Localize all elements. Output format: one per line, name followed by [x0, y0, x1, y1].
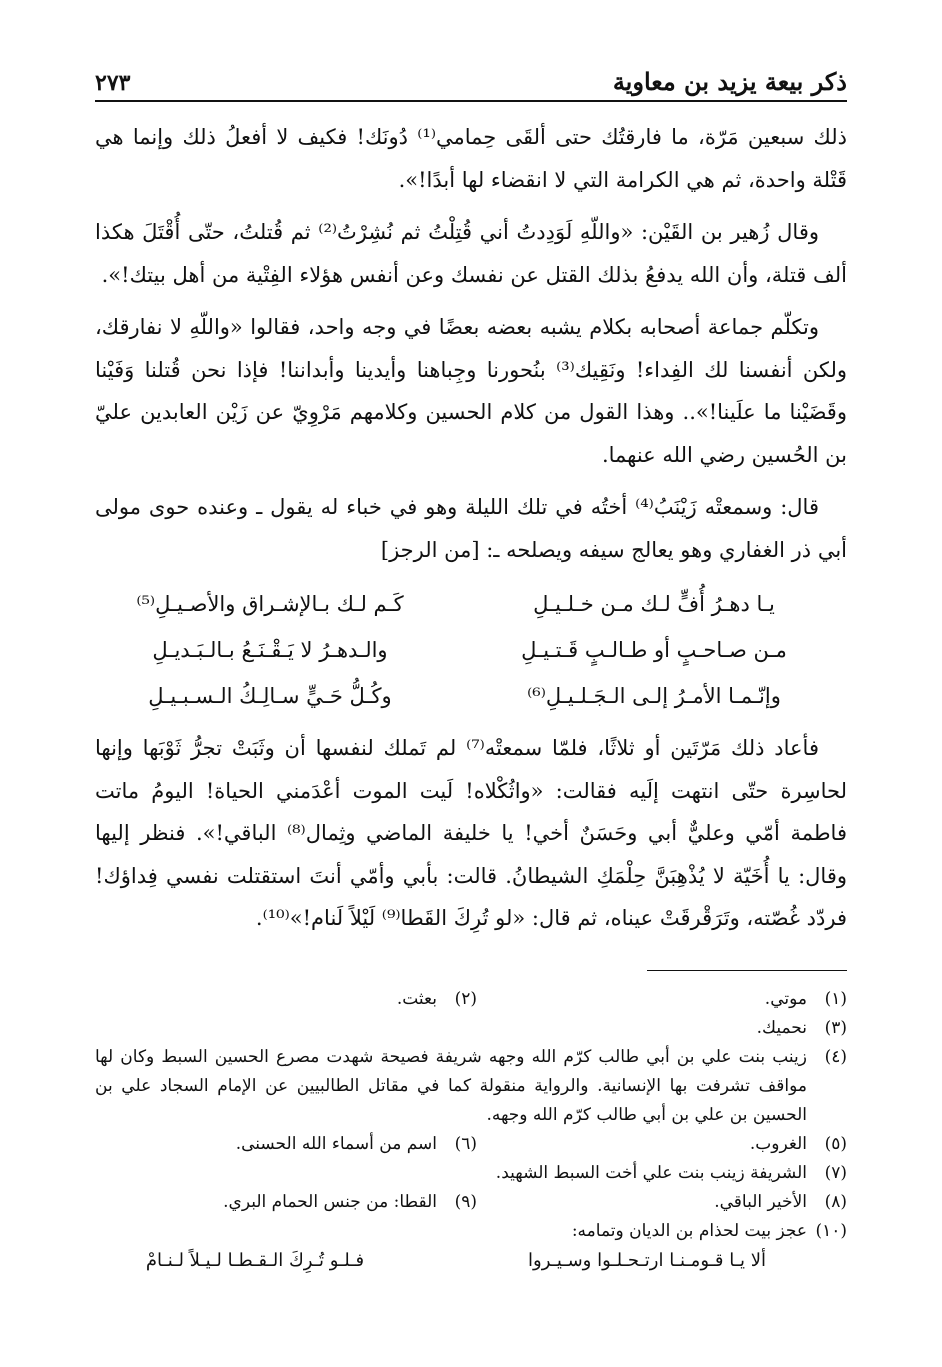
footnote-number: (٩) — [454, 1191, 477, 1212]
footnote-number: (١) — [824, 988, 847, 1009]
footnote-number: (٧) — [824, 1162, 847, 1183]
poem-hemistich-second: والـدهـرُ لا يَـقْـنَـعُ بـالـبَـديـلِ — [152, 638, 388, 662]
footnote-number: (٢) — [454, 988, 477, 1009]
footnote-verse-second: فـلـو تُـرِكَ الـقـطـا لـيـلاً لـنـامْ — [145, 1249, 365, 1271]
footnote-row — [95, 1188, 847, 1217]
poem-verse — [95, 581, 847, 627]
paragraph-2: وقال زُهير بن القَيْن: «واللّهِ لَوَدِدتُ أني قُتِلْتُ ثم نُشِرْتُ⁽²⁾ ثم قُتلتُ، حتّى أُقْتَلَ هكذا ألف قتلة، وأن الله يدفعُ بذلك القتل عن نفسك وعن أنفس هؤلاء الفِتْية من أهل بيتك!». — [95, 220, 847, 287]
footnote-text: الغروب. — [749, 1133, 807, 1154]
footnote — [95, 1014, 847, 1043]
paragraph-4: قال: وسمعتْه زَيْنَبُ⁽⁴⁾ أختُه في تلك الليلة وهو في خباء له يقول ـ وعنده حوى مولى أبي ذر الغفاري وهو يعالج سيفه ويصلحه ـ: [من الرجز] — [95, 495, 847, 562]
footnote-text: بعثت. — [396, 988, 437, 1009]
poem-hemistich-second: كَـم لـك بـالإشـراق والأصـيـلِ⁽⁵⁾ — [136, 592, 404, 616]
footnote-number: (٣) — [824, 1017, 847, 1038]
paragraph-1: ذلك سبعين مَرّة، ما فارقتُك حتى ألقَى حِمامي⁽¹⁾ دُونَك! فكيف لا أفعلُ ذلك وإنما هي قَتْلة واحدة، ثم هي الكرامة التي لا انقضاء لها أبدًا!». — [95, 125, 848, 192]
footnote-number: (٨) — [824, 1191, 847, 1212]
footnote — [397, 985, 477, 1014]
footnote-number: (٥) — [824, 1133, 847, 1154]
footnote-verse — [95, 1246, 847, 1275]
footnote — [477, 1188, 847, 1217]
poem — [95, 581, 847, 719]
poem-hemistich-first: مـن صـاحـبٍ أو طـالـبٍ قَـتـيـلِ — [521, 638, 787, 662]
poem-verse — [95, 627, 847, 673]
footnote-text: القطا: من جنس الحمام البري. — [223, 1191, 437, 1212]
book-page — [95, 58, 847, 1275]
footnote-text: الأخير الباقي. — [714, 1191, 807, 1212]
footnote-number: (٦) — [454, 1133, 477, 1154]
footnotes — [95, 985, 847, 1275]
footnote-divider — [647, 970, 847, 971]
paragraph-5: فأعاد ذلك مَرّتَين أو ثلاثًا، فلمّا سمعتْه⁽⁷⁾ لم تَملك لنفسها أن وثَبَتْ تجرُّ ثَوْبَها وإنها لحاسِرة حتّى انتهت إلَيه فقالت: «واثُكْلاه! لَيت الموت أعْدَمني الحياة! اليومُ ماتت فاطمة أمّي وعليٌّ أبي وحَسَنٌ أخي! يا خليفة الماضي وثِمال⁽⁸⁾ الباقي!». فنظر إليها وقال: يا أُخَيّة لا يُذْهِبَنَّ حِلْمَكِ الشيطانُ. قالت: بأبي وأمّي أنتَ استقتلت نفسي فِداؤك! فردّد غُصّته، وتَرَقْرقَتْ عيناه، ثم قال: «لو تُرِكَ القَطا⁽⁹⁾ لَيْلاً لَنام!»⁽¹⁰⁾. — [95, 736, 847, 930]
footnote-text: نحميك. — [756, 1017, 807, 1038]
page-number: ٢٧٣ — [95, 70, 131, 96]
footnote-number: (١٠) — [815, 1220, 847, 1241]
footnote-row — [95, 1130, 847, 1159]
footnote — [477, 985, 847, 1014]
poem-hemistich-first: يـا دهـرُ أُفٍّ لـك مـن خـلـيـلِ — [533, 592, 775, 616]
footnote-number: (٤) — [824, 1046, 847, 1067]
chapter-title: ذكر بيعة يزيد بن معاوية — [612, 67, 847, 96]
footnote-verse-first: ألا يـا قـومـنـا ارتـحـلـوا وسـيـروا — [528, 1249, 766, 1271]
footnote-text: عجز بيت لحذام بن الديان وتمامه: — [571, 1220, 807, 1241]
footnote — [236, 1130, 477, 1159]
footnote — [95, 1217, 847, 1246]
footnote-text: اسم من أسماء الله الحسنى. — [235, 1133, 437, 1154]
footnote-text: الشريفة زينب بنت علي أخت السبط الشهيد. — [495, 1162, 807, 1183]
footnote-row — [95, 985, 847, 1014]
running-head — [95, 58, 847, 102]
footnote — [95, 1159, 847, 1188]
poem-verse — [95, 673, 847, 719]
poem-hemistich-first: وإنّـمـا الأمـرُ إلـى الـجَـلـيـلِ⁽⁶⁾ — [527, 684, 781, 708]
paragraph-3: وتكلّم جماعة أصحابه بكلام يشبه بعضه بعضًا في وجه واحد، فقالوا «واللّهِ لا نفارقك، ولكن أنفسنا لك الفِداء! ونَقِيك⁽³⁾ بنُحورنا وجِباهنا وأيدينا وأبداننا! فإذا نحن قُتلنا وَفَيْنا وقَضَيْنا ما علَينا!».. وهذا القول من كلام الحسين وكلامهم مَرْوِيّ عن زَيْن العابدين عليّ بن الحُسين رضي الله عنهما. — [95, 315, 847, 467]
footnote-text: موتي. — [764, 988, 807, 1009]
footnote-text: زينب بنت علي بن أبي طالب كرّم الله وجهه شريفة فصيحة شهدت مصرع الحسين السبط وكان لها مواقف تشرفت بها الإنسانية. والرواية منقولة كما في مقاتل الطالبيين عن الإمام السجاد علي بن الحسين بن علي بن أبي طالب كرّم الله وجهه. — [95, 1046, 807, 1125]
footnote — [95, 1043, 847, 1130]
poem-hemistich-second: وكُـلُّ حَـيٍّ سـالِـكُ الـسـبـيـلِ — [148, 684, 392, 708]
footnote — [223, 1188, 477, 1217]
footnote — [477, 1130, 847, 1159]
main-text — [95, 116, 847, 940]
